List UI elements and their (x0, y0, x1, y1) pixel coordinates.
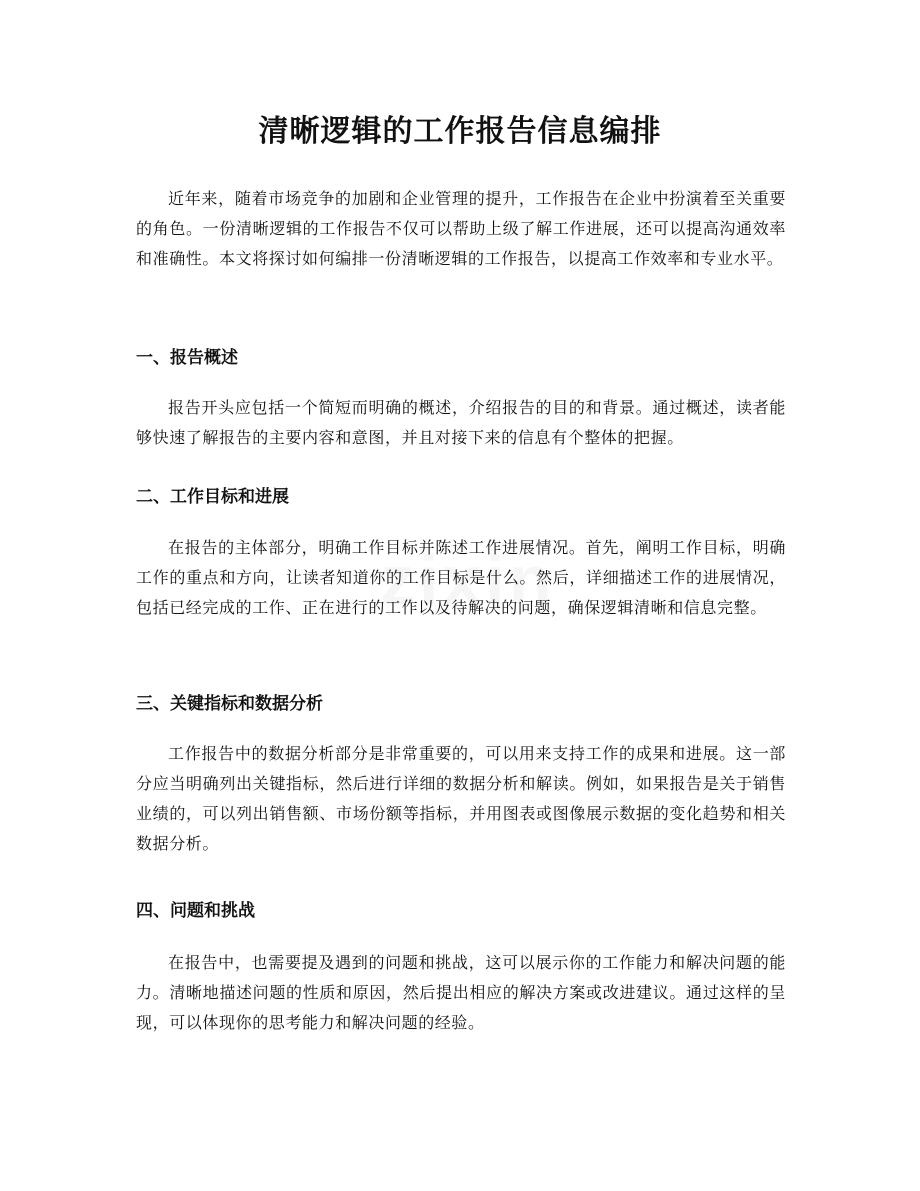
section-heading-goals: 二、工作目标和进展 (136, 487, 289, 507)
section-body-challenges: 在报告中，也需要提及遇到的问题和挑战，这可以展示你的工作能力和解决问题的能力。清晰地描述问题的性质和原因，然后提出相应的解决方案或改进建议。通过这样的呈现，可以体现你的思考能力和解决问题的经验。 (136, 953, 786, 1032)
intro-paragraph: 近年来，随着市场竞争的加剧和企业管理的提升，工作报告在企业中扮演着至关重要的角色。一份清晰逻辑的工作报告不仅可以帮助上级了解工作进展，还可以提高沟通效率和准确性。本文将探讨如何编排一份清晰逻辑的工作报告，以提高工作效率和专业水平。 (136, 189, 786, 268)
section-heading-challenges: 四、问题和挑战 (136, 901, 255, 921)
section-body-overview: 报告开头应包括一个简短而明确的概述，介绍报告的目的和背景。通过概述，读者能够快速了解报告的主要内容和意图，并且对接下来的信息有个整体的把握。 (136, 398, 786, 447)
section-heading-overview: 一、报告概述 (136, 348, 238, 368)
section-heading-metrics: 三、关键指标和数据分析 (136, 694, 323, 714)
page-title: 清晰逻辑的工作报告信息编排 (258, 114, 662, 149)
section-body-goals: 在报告的主体部分，明确工作目标并陈述工作进展情况。首先，阐明工作目标，明确工作的重点和方向，让读者知道你的工作目标是什么。然后，详细描述工作的进展情况，包括已经完成的工作、正在进行的工作以及待解决的问题，确保逻辑清晰和信息完整。 (136, 538, 786, 617)
section-body-metrics: 工作报告中的数据分析部分是非常重要的，可以用来支持工作的成果和进展。这一部分应当明确列出关键指标，然后进行详细的数据分析和解读。例如，如果报告是关于销售业绩的，可以列出销售额、市场份额等指标，并用图表或图像展示数据的变化趋势和相关数据分析。 (136, 744, 786, 853)
